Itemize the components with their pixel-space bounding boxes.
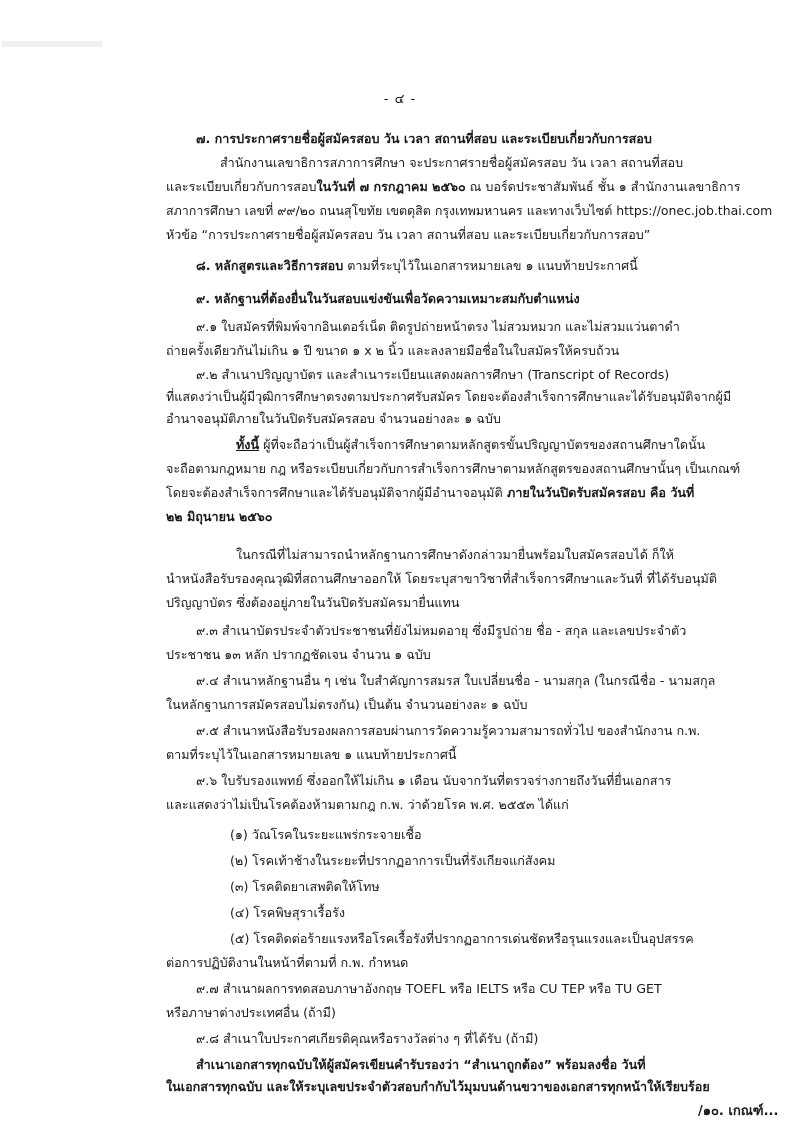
next-page-marker: /๑๐. เกณฑ์... xyxy=(698,1104,779,1119)
text-run: โดยจะต้องสำเร็จการศึกษาและได้รับอนุมัติจากผู้มีอำนาจอนุมัติ xyxy=(166,485,503,500)
item-9-4-line: ในหลักฐานการสมัครสอบไม่ตรงกัน) เป็นต้น จำนวนอย่างละ ๑ ฉบับ xyxy=(166,697,528,712)
section-8 xyxy=(196,257,638,275)
item-9-2-line: ที่แสดงว่าเป็นผู้มีวุฒิการศึกษาตรงตามประกาศรับสมัคร โดยจะต้องสำเร็จการศึกษาและได้รับอนุมัติจากผู้มี xyxy=(166,389,732,404)
section-7-heading: ๗. การประกาศรายชื่อผู้สมัครสอบ วัน เวลา สถานที่สอบ และระเบียบเกี่ยวกับการสอบ xyxy=(196,131,652,146)
section-7-line: สภาการศึกษา เลขที่ ๙๙/๒๐ ถนนสุโขทัย เขตดุสิต กรุงเทพมหานคร และทางเว็บไซต์ https://onec.job.thai.com xyxy=(166,203,773,218)
disease-item-continued: ต่อการปฏิบัติงานในหน้าที่ตามที่ ก.พ. กำหนด xyxy=(166,955,409,970)
section-8-text: ตามที่ระบุไว้ในเอกสารหมายเลข ๑ แนบท้ายประกาศนี้ xyxy=(343,258,638,273)
item-9-1-line: ๙.๑ ใบสมัครที่พิมพ์จากอินเตอร์เน็ต ติดรูปถ่ายหน้าตรง ไม่สวมหมวก และไม่สวมแว่นตาดำ xyxy=(196,319,680,334)
case-line: ในกรณีที่ไม่สามารถนำหลักฐานการศึกษาดังกล่าวมายื่นพร้อมใบสมัครสอบได้ ก็ให้ xyxy=(236,547,674,562)
note-line xyxy=(236,436,705,454)
note-label: ทั้งนี้ xyxy=(236,437,260,452)
item-9-2-line: ๙.๒ สำเนาปริญญาบัตร และสำเนาระเบียนแสดงผลการศึกษา (Transcript of Records) xyxy=(196,367,670,382)
note-line xyxy=(166,484,694,502)
section-7-line: สำนักงานเลขาธิการสภาการศึกษา จะประกาศรายชื่อผู้สมัครสอบ วัน เวลา สถานที่สอบ xyxy=(220,155,684,170)
text-run: ณ บอร์ดประชาสัมพันธ์ ชั้น ๑ สำนักงานเลขาธิการ xyxy=(465,179,741,194)
case-line: นำหนังสือรับรองคุณวุฒิที่สถานศึกษาออกให้ โดยระบุสาขาวิชาที่สำเร็จการศึกษาและวันที่ ที่ได้รับอนุมัติ xyxy=(166,571,718,586)
disease-item: (๑) วัณโรคในระยะแพร่กระจายเชื้อ xyxy=(230,827,422,842)
item-9-3-line: ประชาชน ๑๓ หลัก ปรากฏชัดเจน จำนวน ๑ ฉบับ xyxy=(166,647,431,662)
scan-mark xyxy=(0,36,110,50)
item-9-1-line: ถ่ายครั้งเดียวกันไม่เกิน ๑ ปี ขนาด ๑ x ๒ นิ้ว และลงลายมือชื่อในใบสมัครให้ครบถ้วน xyxy=(166,343,620,358)
final-instruction: สำเนาเอกสารทุกฉบับให้ผู้สมัครเขียนคำรับรองว่า “สำเนาถูกต้อง” พร้อมลงชื่อ วันที่ xyxy=(196,1057,646,1072)
disease-item: (๓) โรคติดยาเสพติดให้โทษ xyxy=(230,879,380,894)
disease-item: (๕) โรคติดต่อร้ายแรงหรือโรคเรื้อรังที่ปรากฏอาการเด่นชัดหรือรุนแรงและเป็นอุปสรรค xyxy=(230,931,694,946)
item-9-4-line: ๙.๔ สำเนาหลักฐานอื่น ๆ เช่น ใบสำคัญการสมรส ใบเปลี่ยนชื่อ - นามสกุล (ในกรณีชื่อ - นามสกุล xyxy=(196,673,716,688)
page-number: - ๔ - xyxy=(383,92,417,107)
item-9-2-line: อำนาจอนุมัติภายในวันปิดรับสมัครสอบ จำนวนอย่างละ ๑ ฉบับ xyxy=(166,411,501,426)
deadline-text: ภายในวันปิดรับสมัครสอบ คือ วันที่ xyxy=(502,485,695,500)
deadline-date: ๒๒ มิถุนายน ๒๕๖๐ xyxy=(166,509,273,524)
section-7-line xyxy=(166,178,740,196)
item-9-5-line: ๙.๕ สำเนาหนังสือรับรองผลการสอบผ่านการวัดความรู้ความสามารถทั่วไป ของสำนักงาน ก.พ. xyxy=(196,723,701,738)
section-7-line: หัวข้อ “การประกาศรายชื่อผู้สมัครสอบ วัน เวลา สถานที่สอบ และระเบียบเกี่ยวกับการสอบ” xyxy=(166,227,651,242)
text-run: และระเบียบเกี่ยวกับการสอบ xyxy=(166,179,317,194)
section-8-heading: ๘. หลักสูตรและวิธีการสอบ xyxy=(196,258,344,273)
final-instruction: ในเอกสารทุกฉบับ และให้ระบุเลขประจำตัวสอบกำกับไว้มุมบนด้านขวาของเอกสารทุกหน้าให้เรียบร้อย xyxy=(166,1079,710,1094)
item-9-7-line: หรือภาษาต่างประเทศอื่น (ถ้ามี) xyxy=(166,1005,336,1020)
item-9-6-line: ๙.๖ ใบรับรองแพทย์ ซึ่งออกให้ไม่เกิน ๑ เดือน นับจากวันที่ตรวจร่างกายถึงวันที่ยื่นเอกสาร xyxy=(196,773,672,788)
announcement-date: ในวันที่ ๗ กรกฎาคม ๒๕๖๐ xyxy=(316,179,466,194)
case-line: ปริญญาบัตร ซึ่งต้องอยู่ภายในวันปิดรับสมัครมายื่นแทน xyxy=(166,595,460,610)
disease-item: (๒) โรคเท้าช้างในระยะที่ปรากฏอาการเป็นที่รังเกียจแก่สังคม xyxy=(230,853,556,868)
item-9-6-line: และแสดงว่าไม่เป็นโรคต้องห้ามตามกฎ ก.พ. ว่าด้วยโรค พ.ศ. ๒๕๕๓ ได้แก่ xyxy=(166,797,569,812)
item-9-8-line: ๙.๘ สำเนาใบประกาศเกียรติคุณหรือรางวัลต่าง ๆ ที่ได้รับ (ถ้ามี) xyxy=(196,1031,539,1046)
disease-item: (๔) โรคพิษสุราเรื้อรัง xyxy=(230,905,345,920)
text-run: ผู้ที่จะถือว่าเป็นผู้สำเร็จการศึกษาตามหลักสูตรขั้นปริญญาบัตรของสถานศึกษาใดนั้น xyxy=(259,437,706,452)
item-9-7-line: ๙.๗ สำเนาผลการทดสอบภาษาอังกฤษ TOEFL หรือ IELTS หรือ CU TEP หรือ TU GET xyxy=(196,981,662,996)
item-9-3-line: ๙.๓ สำเนาบัตรประจำตัวประชาชนที่ยังไม่หมดอายุ ซึ่งมีรูปถ่าย ชื่อ - สกุล และเลขประจำตัว xyxy=(196,623,687,638)
note-line: จะถือตามกฎหมาย กฎ หรือระเบียบเกี่ยวกับการสำเร็จการศึกษาตามหลักสูตรของสถานศึกษานั้นๆ เป็นเกณฑ์ xyxy=(166,461,741,476)
section-9-heading: ๙. หลักฐานที่ต้องยื่นในวันสอบแข่งขันเพื่อวัดความเหมาะสมกับตำแหน่ง xyxy=(196,291,580,306)
item-9-5-line: ตามที่ระบุไว้ในเอกสารหมายเลข ๑ แนบท้ายประกาศนี้ xyxy=(166,747,457,762)
